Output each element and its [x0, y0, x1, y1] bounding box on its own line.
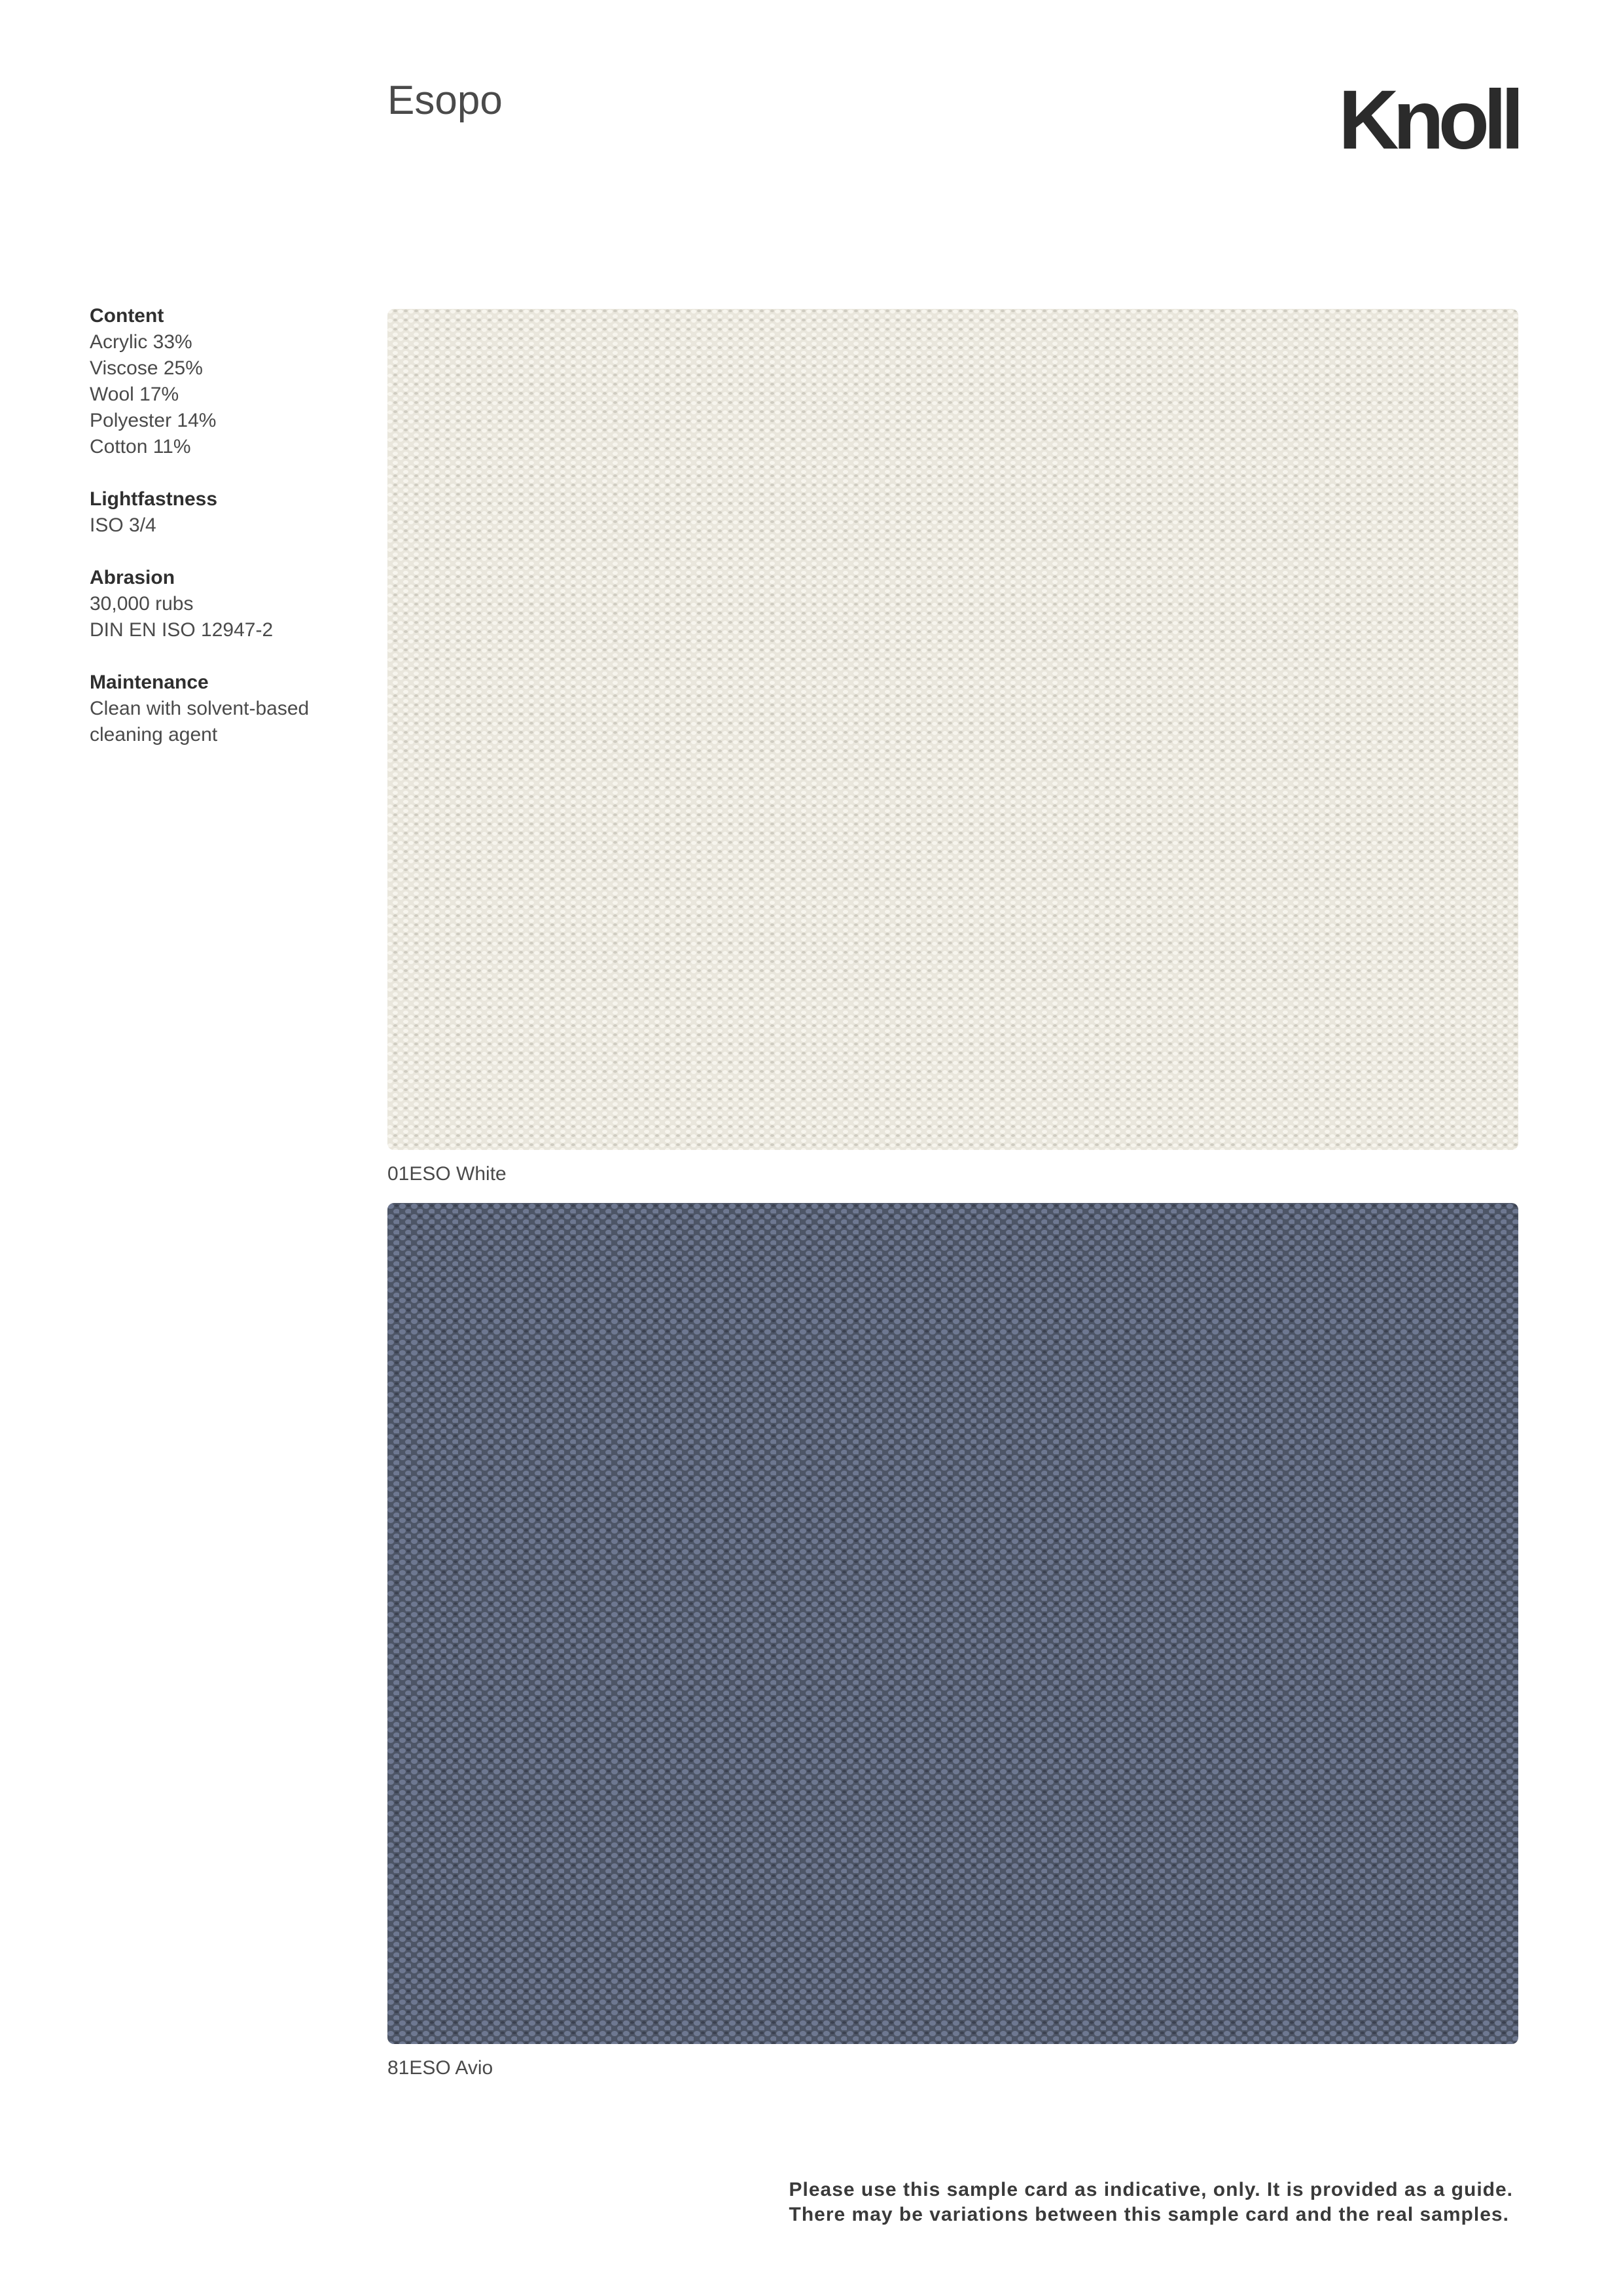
knoll-logo: Knoll — [1338, 73, 1518, 167]
spec-line: Cotton 11% — [90, 436, 191, 457]
spec-line: DIN EN ISO 12947-2 — [90, 619, 274, 641]
disclaimer-line: There may be variations between this sample card and the real samples. — [789, 2204, 1509, 2225]
spec-line: Wool 17% — [90, 384, 179, 405]
disclaimer-line: Please use this sample card as indicative, only. It is provided as a guide. — [789, 2179, 1513, 2200]
spec-line: 30,000 rubs — [90, 593, 194, 615]
disclaimer — [789, 2178, 1514, 2227]
product-title: Esopo — [387, 78, 503, 123]
fabric-swatch-avio — [387, 1203, 1518, 2044]
spec-heading: Content — [90, 305, 164, 327]
fabric-swatch-white — [387, 309, 1518, 1150]
spec-line: Clean with solvent-based — [90, 698, 310, 719]
spec-line: Polyester 14% — [90, 410, 217, 431]
swatch-caption: 81ESO Avio — [387, 2057, 493, 2079]
spec-maintenance — [90, 670, 365, 748]
fabric-texture-white — [387, 309, 1518, 1150]
swatch-caption: 01ESO White — [387, 1163, 507, 1185]
fabric-texture-avio — [387, 1203, 1518, 2044]
spec-heading: Maintenance — [90, 672, 209, 693]
spec-content — [90, 303, 365, 460]
spec-line: cleaning agent — [90, 724, 218, 745]
spec-abrasion — [90, 565, 365, 643]
spec-heading: Abrasion — [90, 567, 175, 588]
spec-line: ISO 3/4 — [90, 514, 156, 536]
spec-heading: Lightfastness — [90, 488, 218, 510]
spec-line: Acrylic 33% — [90, 331, 192, 353]
spec-line: Viscose 25% — [90, 357, 203, 379]
spec-lightfastness — [90, 486, 365, 539]
spec-panel — [90, 303, 365, 774]
